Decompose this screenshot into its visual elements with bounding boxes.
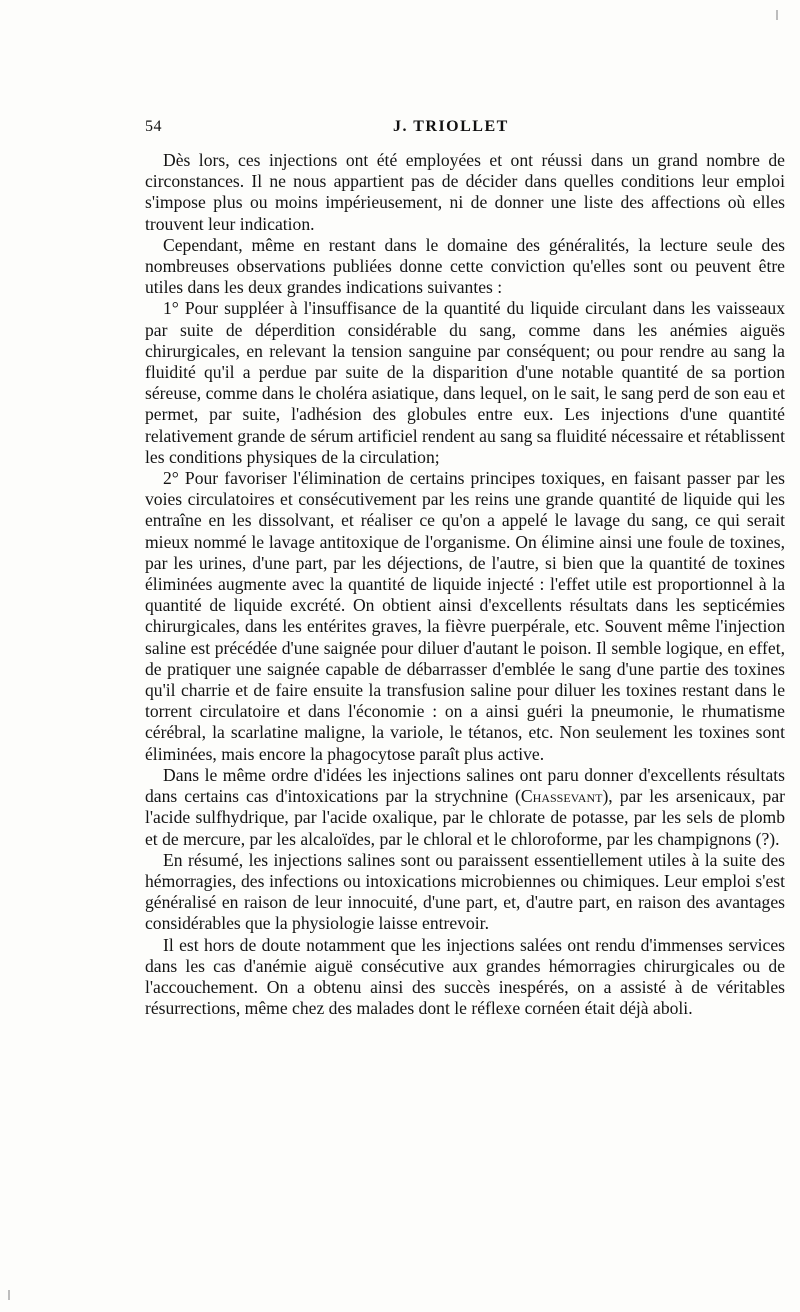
paragraph-text: ), par les arsenicaux, par l'acide sulfhydrique, par l'acide oxalique, par le chlorate de potasse, par les sels de plomb et de mercure, par les alcaloïdes, par le chloral et le chloroforme, par les champignons (?). (145, 786, 785, 849)
body-text (145, 150, 785, 1019)
paragraph: 2° Pour favoriser l'élimination de certains principes toxiques, en faisant passer par les voies circulatoires et consécutivement par les reins une grande quantité de liquide qui les entraîne en les dissolvant, et réaliser ce qu'on a appelé le lavage du sang, ce qui serait mieux nommé le lavage antitoxique de l'organisme. On élimine ainsi une foule de toxines, par les urines, d'une part, par les déjections, de l'autre, si bien que la quantité de toxines éliminées augmente avec la quantité de liquide injecté : l'effet utile est proportionnel à la quantité de liquide excrété. On obtient ainsi d'excellents résultats dans les septicémies chirurgicales, dans les entérites graves, la fièvre puerpérale, etc. Souvent même l'injection saline est précédée d'une saignée pour diluer d'autant le poison. Il semble logique, en effet, de pratiquer une saignée capable de débarrasser d'emblée le sang d'une partie des toxines qu'il charrie et de faire ensuite la transfusion saline pour diluer les toxines restant dans le torrent circulatoire et dans l'économie : on a ainsi guéri la pneumonie, le rhumatisme cérébral, la scarlatine maligne, la variole, le tétanos, etc. Non seulement les toxines sont éliminées, mais encore la phagocytose paraît plus active. (145, 468, 785, 764)
paragraph: 1° Pour suppléer à l'insuffisance de la quantité du liquide circulant dans les vaisseaux par suite de déperdition considérable du sang, comme dans les anémies aiguës chirurgicales, en relevant la tension sanguine par conséquent; ou pour rendre au sang la fluidité qu'il a perdue par suite de la disparition d'une notable quantité de sa portion séreuse, comme dans le choléra asiatique, dans lequel, on le sait, le sang perd de son eau et permet, par suite, l'adhésion des globules entre eux. Les injections d'une quantité relativement grande de sérum artificiel rendent au sang sa fluidité nécessaire et rétablissent les conditions physiques de la circulation; (145, 298, 785, 467)
running-title: J. TRIOLLET (393, 118, 509, 135)
paragraph: Dès lors, ces injections ont été employées et ont réussi dans un grand nombre de circonstances. Il ne nous appartient pas de décider dans quelles conditions leur emploi s'impose plus ou moins impérieusement, ni de donner une liste des affections où elles trouvent leur indication. (145, 150, 785, 234)
cited-author: Chassevant (520, 786, 603, 807)
edge-mark-top-right (776, 10, 778, 20)
page-number: 54 (145, 118, 162, 135)
paragraph-text: Dans le même ordre d'idées les injections salines ont paru donner d'excellents résultats dans certains cas d'intoxications par la strychnine ( (145, 764, 785, 807)
paragraph: En résumé, les injections salines sont ou paraissent essentiellement utiles à la suite des hémorragies, des infections ou intoxications microbiennes ou chimiques. Leur emploi s'est généralisé en raison de leur innocuité, d'une part, et, d'autre part, en raison des avantages considérables que la physiologie laisse entrevoir. (145, 849, 785, 934)
edge-mark-bottom-left (8, 1290, 10, 1300)
paragraph: Il est hors de doute notamment que les injections salées ont rendu d'immenses services dans les cas d'anémie aiguë consécutive aux grandes hémorragies chirurgicales ou de l'accouchement. On a obtenu ainsi des succès inespérés, on a assisté à de véritables résurrections, même chez des malades dont le réflexe cornéen était déjà aboli. (145, 934, 785, 1019)
page-header (145, 118, 685, 140)
paragraph: Cependant, même en restant dans le domaine des généralités, la lecture seule des nombreuses observations publiées donne cette conviction qu'elles sont ou peuvent être utiles dans les deux grandes indications suivantes : (145, 234, 785, 298)
paragraph (145, 765, 785, 850)
